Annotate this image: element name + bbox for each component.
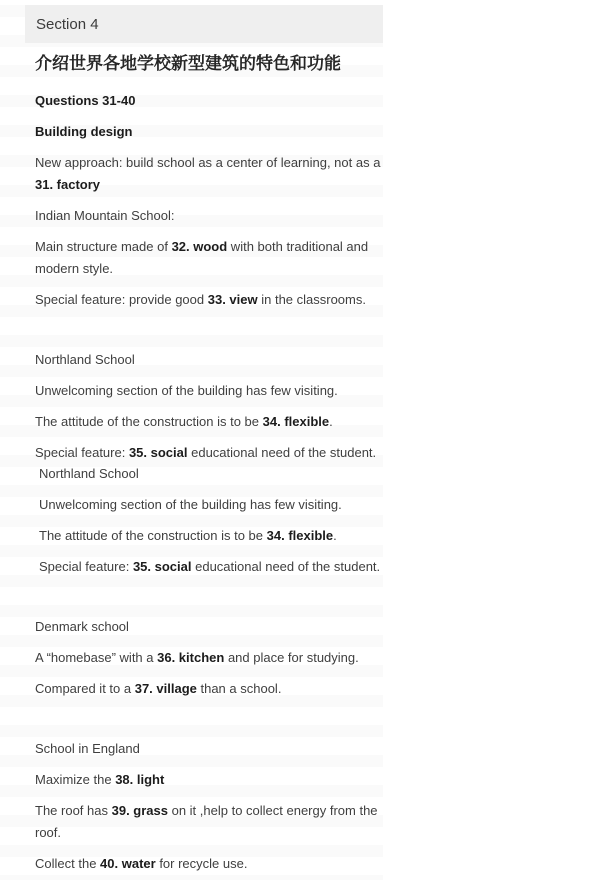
note-line xyxy=(35,769,383,791)
indian-mountain-school-heading xyxy=(35,205,383,227)
answer-text: 37. village xyxy=(134,681,197,696)
answer-text: 34. flexible xyxy=(262,414,330,429)
note-text: New approach: build school as a center of learning, not as a xyxy=(35,155,381,170)
note-text: Special feature: provide good xyxy=(35,292,208,307)
note-q35 xyxy=(35,442,383,464)
answer-text: 40. water xyxy=(100,856,156,871)
note-text: The attitude of the construction is to be xyxy=(35,414,263,429)
note-text: Indian Mountain School: xyxy=(35,208,175,223)
answer-text: 39. grass xyxy=(111,803,168,818)
note-line xyxy=(35,822,383,844)
school-in-england-heading xyxy=(35,738,383,760)
note-text: Compared it to a xyxy=(35,681,135,696)
northland-school-heading-duplicate xyxy=(39,463,383,485)
answer-text: 38. light xyxy=(115,772,165,787)
answer-text: 35. social xyxy=(132,559,192,574)
note-text: . xyxy=(329,414,333,429)
note-q31 xyxy=(35,152,383,196)
note-q34-duplicate xyxy=(39,525,383,547)
note-line xyxy=(35,90,383,112)
note-line xyxy=(35,853,383,875)
note-text: in the classrooms. xyxy=(257,292,366,307)
answer-text: 34. flexible xyxy=(266,528,334,543)
note-line xyxy=(35,152,383,174)
note-text: Special feature: xyxy=(39,559,133,574)
answer-text: 35. social xyxy=(128,445,188,460)
note-text: and place for studying. xyxy=(224,650,359,665)
note-text: Northland School xyxy=(35,352,135,367)
note-text: Maximize the xyxy=(35,772,116,787)
note-q32 xyxy=(35,236,383,280)
note-line xyxy=(39,463,383,485)
note-line xyxy=(39,556,383,578)
note-line xyxy=(35,380,383,402)
questions-range-heading xyxy=(35,90,383,112)
note-line xyxy=(35,738,383,760)
answer-text: 36. kitchen xyxy=(157,650,225,665)
answer-text: 31. factory xyxy=(35,177,101,192)
note-unwelcoming-duplicate xyxy=(39,494,383,516)
note-text: with both traditional and xyxy=(227,239,369,254)
note-line xyxy=(35,678,383,700)
note-text: Main structure made of xyxy=(35,239,172,254)
notes-list xyxy=(25,90,383,875)
note-text: than a school. xyxy=(196,681,282,696)
note-line xyxy=(39,494,383,516)
note-text: roof. xyxy=(35,825,62,840)
page-title: 介绍世界各地学校新型建筑的特色和功能 xyxy=(35,54,341,73)
note-text: Collect the xyxy=(35,856,101,871)
note-text: School in England xyxy=(35,741,140,756)
northland-school-heading xyxy=(35,349,383,371)
note-line xyxy=(35,647,383,669)
note-line xyxy=(35,800,383,822)
note-text: A “homebase” with a xyxy=(35,650,158,665)
note-text: Denmark school xyxy=(35,619,129,634)
note-line xyxy=(35,205,383,227)
note-line xyxy=(35,174,383,196)
note-text: Unwelcoming section of the building has few visiting. xyxy=(35,383,338,398)
denmark-school-heading xyxy=(35,616,383,638)
note-q37 xyxy=(35,678,383,700)
note-q33 xyxy=(35,289,383,311)
note-text: educational need of the student. xyxy=(187,445,377,460)
note-line xyxy=(35,236,383,258)
note-q34 xyxy=(35,411,383,433)
note-q40 xyxy=(35,853,383,875)
note-q36 xyxy=(35,647,383,669)
note-line xyxy=(39,525,383,547)
section-header xyxy=(25,5,383,43)
note-text: Unwelcoming section of the building has few visiting. xyxy=(39,497,342,512)
note-line xyxy=(35,616,383,638)
section-header-label: Section 4 xyxy=(36,15,99,33)
note-text: modern style. xyxy=(35,261,114,276)
note-unwelcoming xyxy=(35,380,383,402)
note-q39 xyxy=(35,800,383,844)
note-text: The roof has xyxy=(35,803,112,818)
note-text: for recycle use. xyxy=(155,856,248,871)
note-q38 xyxy=(35,769,383,791)
note-line xyxy=(35,258,383,280)
note-line xyxy=(35,349,383,371)
answer-text: 32. wood xyxy=(171,239,228,254)
note-text: The attitude of the construction is to be xyxy=(39,528,267,543)
building-design-heading xyxy=(35,121,383,143)
answer-text: Questions 31-40 xyxy=(35,93,136,108)
document-column xyxy=(0,5,383,880)
note-line xyxy=(35,442,383,464)
note-text: educational need of the student. xyxy=(191,559,381,574)
note-line xyxy=(35,121,383,143)
note-text: Northland School xyxy=(39,466,139,481)
note-text: Special feature: xyxy=(35,445,129,460)
note-text: on it ,help to collect energy from the xyxy=(167,803,378,818)
answer-text: 33. view xyxy=(207,292,258,307)
note-q35-duplicate xyxy=(39,556,383,578)
note-line xyxy=(35,411,383,433)
note-line xyxy=(35,289,383,311)
answer-text: Building design xyxy=(35,124,133,139)
note-text: . xyxy=(333,528,337,543)
